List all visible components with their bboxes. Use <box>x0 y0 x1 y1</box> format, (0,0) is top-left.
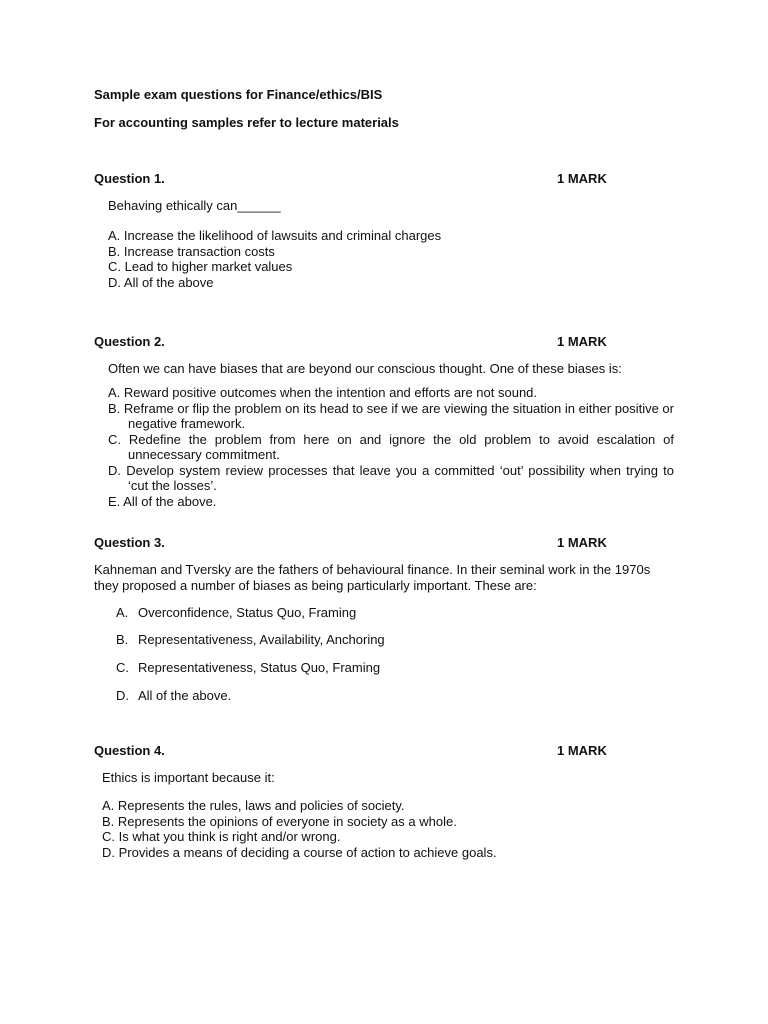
option-letter: A. <box>116 605 129 620</box>
option-text: Representativeness, Status Quo, Framing <box>138 660 381 675</box>
question-2-option-c: C. Redefine the problem from here on and ignore the old problem to avoid escalation of unnecessary commitment. <box>108 431 674 462</box>
question-4-option-a: A. Represents the rules, laws and policies of society. <box>102 798 405 813</box>
option-letter: D. <box>116 688 129 703</box>
question-2-title: Question 2. <box>94 334 165 349</box>
question-1-options <box>108 228 668 290</box>
question-3-option-c <box>116 660 380 675</box>
question-2-option-e: E. All of the above. <box>108 493 217 509</box>
question-3-option-a <box>116 605 356 620</box>
document-subtitle: For accounting samples refer to lecture materials <box>94 115 399 130</box>
question-4-option-c: C. Is what you think is right and/or wrong. <box>102 829 341 844</box>
question-4-options <box>102 798 662 860</box>
question-1-title: Question 1. <box>94 171 165 186</box>
question-1-mark: 1 MARK <box>557 171 607 186</box>
document-title: Sample exam questions for Finance/ethics/BIS <box>94 87 383 102</box>
option-letter: C. <box>116 660 129 675</box>
question-4-option-d: D. Provides a means of deciding a course of action to achieve goals. <box>102 844 497 860</box>
question-3-title: Question 3. <box>94 535 165 550</box>
question-3-option-d <box>116 688 231 703</box>
option-text: Overconfidence, Status Quo, Framing <box>138 605 357 620</box>
question-1-option-c: C. Lead to higher market values <box>108 259 293 274</box>
question-2-option-d: D. Develop system review processes that leave you a committed ‘out’ possibility when trying to ‘cut the losses’. <box>108 462 674 493</box>
option-letter: B. <box>116 632 129 647</box>
question-1-option-d: D. All of the above <box>108 274 214 290</box>
question-2-stem: Often we can have biases that are beyond our conscious thought. One of these biases is: <box>108 361 622 376</box>
question-2-option-b: B. Reframe or flip the problem on its head to see if we are viewing the situation in either positive or negative framework. <box>108 400 674 431</box>
question-2-options <box>108 385 674 509</box>
option-text: All of the above. <box>138 688 232 703</box>
question-3-mark: 1 MARK <box>557 535 607 550</box>
question-1-stem: Behaving ethically can______ <box>108 198 281 213</box>
question-1-option-b: B. Increase transaction costs <box>108 243 275 259</box>
question-1-option-a: A. Increase the likelihood of lawsuits and criminal charges <box>108 228 442 243</box>
option-text: Representativeness, Availability, Anchoring <box>138 632 385 647</box>
question-4-option-b: B. Represents the opinions of everyone in society as a whole. <box>102 813 457 829</box>
question-2-option-a: A. Reward positive outcomes when the intention and efforts are not sound. <box>108 385 538 400</box>
question-3-stem: Kahneman and Tversky are the fathers of behavioural finance. In their seminal work in the 1970s they proposed a number of biases as being particularly important. These are: <box>94 562 651 593</box>
question-3-option-b <box>116 632 385 647</box>
question-4-mark: 1 MARK <box>557 743 607 758</box>
question-4-stem: Ethics is important because it: <box>102 770 275 785</box>
question-2-mark: 1 MARK <box>557 334 607 349</box>
question-4-title: Question 4. <box>94 743 165 758</box>
